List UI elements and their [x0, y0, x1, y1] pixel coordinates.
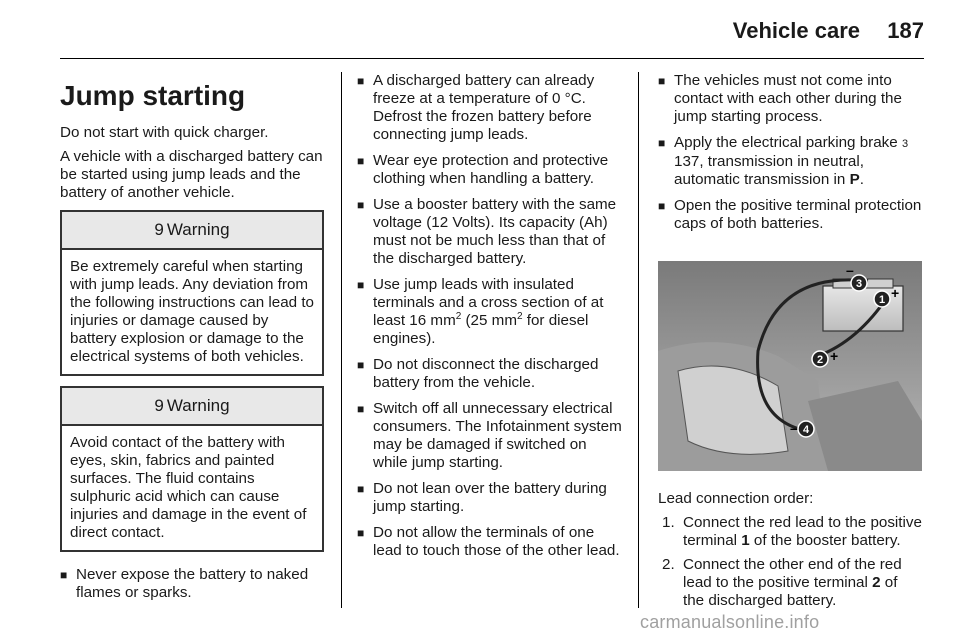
bullet-icon: ■: [357, 358, 365, 372]
bullet-icon: ■: [357, 402, 365, 416]
svg-text:4: 4: [802, 424, 810, 436]
list-item: ■ Never expose the battery to naked flames or sparks.: [60, 566, 309, 601]
bullet-icon: ■: [357, 482, 365, 496]
column-middle: [357, 72, 623, 568]
warning-icon: 9: [154, 220, 164, 239]
page-number: 187: [887, 18, 924, 43]
warning-header: [62, 388, 322, 426]
header-rule: [60, 58, 924, 59]
svg-text:+: +: [830, 348, 839, 364]
list-item: ■ Do not lean over the battery during jump starting.: [357, 480, 607, 515]
header-title: Vehicle care: [732, 18, 860, 43]
bullet-icon: ■: [658, 74, 666, 88]
list-item: ■ Open the positive terminal protection caps of both batteries.: [658, 197, 922, 232]
svg-text:1: 1: [878, 294, 886, 306]
page-reference-icon: 3: [901, 138, 909, 150]
list-item: ■ The vehicles must not come into contact with each other during the jump starting process.: [658, 72, 902, 125]
bullet-list: [658, 72, 922, 233]
terminal-label-4: [790, 420, 814, 437]
warning-text: Avoid contact of the battery with eyes, skin, fabrics and painted surfaces. The fluid contains sulphuric acid which can cause injuries and damage in the event of direct contact.: [70, 434, 307, 541]
bullet-icon: ■: [357, 74, 365, 88]
column-divider: [638, 72, 639, 608]
list-item: ■ Use jump leads with insulated terminals and a cross section of at least 16 $mm^2$ (25 $mm^2$ for diesel engines).: [357, 276, 604, 347]
page-reference-link[interactable]: 137, transmission in neutral, automatic transmission in: [674, 153, 864, 188]
list-item: 1. Connect the red lead to the positive terminal 1 of the booster battery.: [662, 514, 922, 549]
list-item: ■ Wear eye protection and protective clothing when handling a battery.: [357, 152, 609, 187]
bullet-list: [357, 72, 623, 560]
warning-text: Be extremely careful when starting with jump leads. Any deviation from the following instructions can lead to injuries or damage caused by battery explosion or damage to the electrical systems of both vehicles.: [70, 258, 314, 365]
warning-title: Warning: [166, 396, 230, 415]
bullet-icon: ■: [658, 199, 666, 213]
lead-order-steps: [658, 514, 922, 610]
list-item: ■ Do not allow the terminals of one lead to touch those of the other lead.: [357, 524, 620, 559]
bullet-icon: ■: [357, 198, 365, 212]
bullet-icon: ■: [658, 136, 666, 150]
list-item: ■ Apply the electrical parking brake 3 137, transmission in neutral, automatic transmission in P.: [658, 134, 909, 188]
bullet-icon: ■: [357, 278, 365, 292]
watermark: carmanualsonline.info: [640, 612, 820, 632]
list-item: ■ Use a booster battery with the same voltage (12 Volts). Its capacity (Ah) must not be much less than that of the discharged battery.: [357, 196, 617, 267]
warning-title: Warning: [166, 220, 230, 239]
engine-bay-illustration: [658, 261, 922, 471]
svg-text:3: 3: [855, 278, 863, 290]
list-item: ■ Do not disconnect the discharged battery from the vehicle.: [357, 356, 599, 391]
warning-box: [60, 210, 324, 376]
bullet-icon: ■: [357, 526, 365, 540]
bullet-icon: ■: [60, 568, 68, 582]
warning-header: [62, 212, 322, 250]
section-title: Jump starting: [60, 80, 246, 111]
warning-box: [60, 386, 324, 552]
svg-text:–: –: [846, 262, 854, 278]
lead-order-heading: Lead connection order:: [658, 490, 814, 507]
warning-icon: 9: [154, 396, 164, 415]
column-left: [60, 72, 324, 610]
list-item: ■ A discharged battery can already freeze at a temperature of 0 °C. Defrost the frozen battery before connecting jump leads.: [357, 72, 595, 143]
bullet-list: [60, 566, 324, 602]
list-item: 2. Connect the other end of the red lead to the positive terminal 2 of the discharged battery.: [662, 556, 902, 609]
bullet-icon: ■: [357, 154, 365, 168]
list-item: ■ Switch off all unnecessary electrical consumers. The Infotainment system may be damaged if switched on while jump starting.: [357, 400, 622, 471]
intro-paragraph: A vehicle with a discharged battery can be started using jump leads and the battery of another vehicle.: [60, 148, 323, 201]
svg-text:+: +: [891, 285, 900, 301]
svg-text:2: 2: [816, 354, 824, 366]
intro-paragraph: Do not start with quick charger.: [60, 124, 269, 141]
column-right: [658, 72, 922, 616]
column-divider: [341, 72, 342, 608]
svg-text:–: –: [790, 420, 798, 436]
